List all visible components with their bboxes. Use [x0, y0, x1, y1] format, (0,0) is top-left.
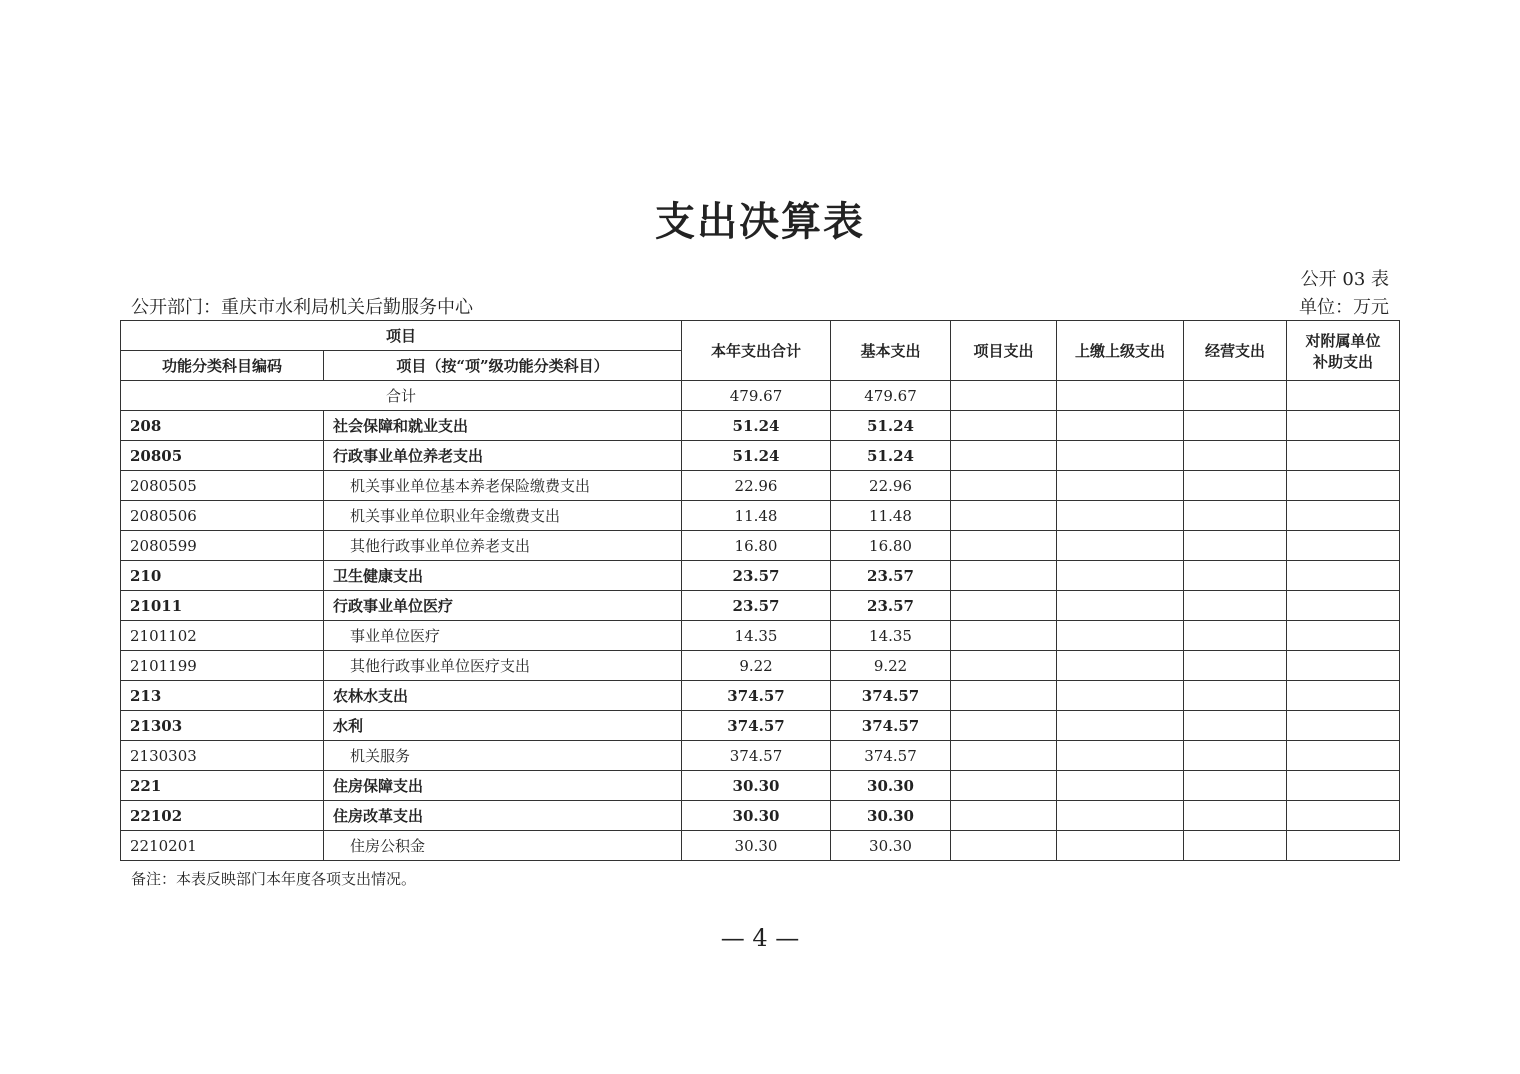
- empty-cell: [1287, 711, 1400, 741]
- empty-cell: [951, 621, 1057, 651]
- empty-cell: [1057, 531, 1184, 561]
- empty-cell: [951, 831, 1057, 861]
- header-subsidy: [1287, 321, 1400, 381]
- table-row: [121, 651, 1400, 681]
- header-basic: 基本支出: [831, 321, 951, 381]
- header-business: 经营支出: [1184, 321, 1287, 381]
- empty-cell: [1287, 531, 1400, 561]
- row-total: 9.22: [682, 651, 831, 681]
- header-total: 本年支出合计: [682, 321, 831, 381]
- row-code: 208: [121, 411, 324, 441]
- empty-cell: [1287, 441, 1400, 471]
- empty-cell: [1287, 741, 1400, 771]
- empty-cell: [951, 741, 1057, 771]
- row-name: 社会保障和就业支出: [324, 411, 682, 441]
- department-label: 公开部门：重庆市水利局机关后勤服务中心: [131, 297, 473, 318]
- row-code: 2210201: [121, 831, 324, 861]
- empty-cell: [1184, 471, 1287, 501]
- row-code: 2080506: [121, 501, 324, 531]
- empty-cell: [1184, 381, 1287, 411]
- row-total: 16.80: [682, 531, 831, 561]
- empty-cell: [1057, 801, 1184, 831]
- row-code: 210: [121, 561, 324, 591]
- empty-cell: [1057, 561, 1184, 591]
- row-name: 农林水支出: [324, 681, 682, 711]
- empty-cell: [951, 711, 1057, 741]
- row-total: 51.24: [682, 411, 831, 441]
- row-total: 51.24: [682, 441, 831, 471]
- empty-cell: [1057, 831, 1184, 861]
- page-title: 支出决算表: [655, 198, 865, 245]
- row-total: 22.96: [682, 471, 831, 501]
- empty-cell: [1184, 621, 1287, 651]
- table-row: [121, 501, 1400, 531]
- table-row: [121, 471, 1400, 501]
- empty-cell: [1057, 591, 1184, 621]
- header-project: 项目支出: [951, 321, 1057, 381]
- header-subsidy-line2: 补助支出: [1313, 352, 1374, 371]
- footnote: 备注：本表反映部门本年度各项支出情况。: [131, 870, 417, 888]
- row-total: 14.35: [682, 621, 831, 651]
- empty-cell: [951, 531, 1057, 561]
- row-code: 213: [121, 681, 324, 711]
- row-name: 机关事业单位职业年金缴费支出: [324, 501, 682, 531]
- row-name: 机关事业单位基本养老保险缴费支出: [324, 471, 682, 501]
- row-code: 2130303: [121, 741, 324, 771]
- row-code: 22102: [121, 801, 324, 831]
- empty-cell: [1057, 501, 1184, 531]
- row-code: 2101102: [121, 621, 324, 651]
- header-subsidy-line1: 对附属单位: [1305, 331, 1381, 350]
- empty-cell: [1184, 831, 1287, 861]
- row-basic: 23.57: [831, 561, 951, 591]
- empty-cell: [1184, 561, 1287, 591]
- row-total: 11.48: [682, 501, 831, 531]
- empty-cell: [1287, 771, 1400, 801]
- table-row: [121, 621, 1400, 651]
- row-total: 30.30: [682, 801, 831, 831]
- row-name: 行政事业单位养老支出: [324, 441, 682, 471]
- empty-cell: [1057, 771, 1184, 801]
- table-row: [121, 711, 1400, 741]
- row-basic: 9.22: [831, 651, 951, 681]
- empty-cell: [1057, 711, 1184, 741]
- empty-cell: [1184, 531, 1287, 561]
- empty-cell: [951, 681, 1057, 711]
- table-row: [121, 561, 1400, 591]
- empty-cell: [1184, 801, 1287, 831]
- row-name: 机关服务: [324, 741, 682, 771]
- empty-cell: [951, 381, 1057, 411]
- empty-cell: [1057, 381, 1184, 411]
- row-code: 2080505: [121, 471, 324, 501]
- empty-cell: [1287, 621, 1400, 651]
- row-basic: 51.24: [831, 441, 951, 471]
- table-row: [121, 831, 1400, 861]
- empty-cell: [1057, 651, 1184, 681]
- row-name: 住房公积金: [324, 831, 682, 861]
- empty-cell: [1287, 471, 1400, 501]
- row-name: 行政事业单位医疗: [324, 591, 682, 621]
- empty-cell: [1184, 411, 1287, 441]
- row-code: 2080599: [121, 531, 324, 561]
- empty-cell: [1057, 441, 1184, 471]
- empty-cell: [951, 651, 1057, 681]
- expenditure-table: [120, 320, 1400, 861]
- empty-cell: [1057, 681, 1184, 711]
- empty-cell: [1184, 441, 1287, 471]
- empty-cell: [951, 411, 1057, 441]
- empty-cell: [951, 501, 1057, 531]
- unit-label: 单位：万元: [1299, 297, 1389, 318]
- row-basic: 374.57: [831, 681, 951, 711]
- empty-cell: [1287, 411, 1400, 441]
- row-code: 21303: [121, 711, 324, 741]
- row-total: 374.57: [682, 711, 831, 741]
- empty-cell: [1057, 411, 1184, 441]
- empty-cell: [1287, 561, 1400, 591]
- row-basic: 16.80: [831, 531, 951, 561]
- header-superior: 上缴上级支出: [1057, 321, 1184, 381]
- empty-cell: [951, 441, 1057, 471]
- empty-cell: [1184, 741, 1287, 771]
- empty-cell: [1287, 651, 1400, 681]
- row-code: 21011: [121, 591, 324, 621]
- row-total: 23.57: [682, 591, 831, 621]
- empty-cell: [1057, 471, 1184, 501]
- empty-cell: [1287, 831, 1400, 861]
- table-body: [121, 381, 1400, 861]
- form-number: 公开 03 表: [1300, 269, 1389, 290]
- row-total: 23.57: [682, 561, 831, 591]
- empty-cell: [951, 591, 1057, 621]
- row-total: 30.30: [682, 771, 831, 801]
- table-row: [121, 591, 1400, 621]
- row-name: 其他行政事业单位医疗支出: [324, 651, 682, 681]
- empty-cell: [1184, 771, 1287, 801]
- row-code: 221: [121, 771, 324, 801]
- row-name: 住房改革支出: [324, 801, 682, 831]
- row-basic: 51.24: [831, 411, 951, 441]
- empty-cell: [1057, 741, 1184, 771]
- row-name: 其他行政事业单位养老支出: [324, 531, 682, 561]
- empty-cell: [1057, 621, 1184, 651]
- empty-cell: [1184, 651, 1287, 681]
- empty-cell: [1184, 501, 1287, 531]
- empty-cell: [1287, 591, 1400, 621]
- row-basic: 30.30: [831, 831, 951, 861]
- row-basic: 11.48: [831, 501, 951, 531]
- row-name: 事业单位医疗: [324, 621, 682, 651]
- row-total: 374.57: [682, 681, 831, 711]
- empty-cell: [951, 771, 1057, 801]
- total-row: [121, 381, 1400, 411]
- table-row: [121, 441, 1400, 471]
- empty-cell: [1184, 591, 1287, 621]
- row-total: 30.30: [682, 831, 831, 861]
- table-row: [121, 411, 1400, 441]
- row-name: 卫生健康支出: [324, 561, 682, 591]
- row-basic: 374.57: [831, 711, 951, 741]
- empty-cell: [1287, 801, 1400, 831]
- table-row: [121, 741, 1400, 771]
- empty-cell: [1184, 711, 1287, 741]
- row-name: 水利: [324, 711, 682, 741]
- page-number: — 4 —: [720, 924, 800, 952]
- total-row-basic: 479.67: [831, 381, 951, 411]
- header-item-group: 项目: [121, 321, 682, 351]
- row-basic: 30.30: [831, 801, 951, 831]
- row-basic: 30.30: [831, 771, 951, 801]
- empty-cell: [1287, 501, 1400, 531]
- empty-cell: [1184, 681, 1287, 711]
- row-code: 20805: [121, 441, 324, 471]
- table-row: [121, 531, 1400, 561]
- empty-cell: [1287, 681, 1400, 711]
- table-row: [121, 801, 1400, 831]
- row-basic: 22.96: [831, 471, 951, 501]
- row-total: 374.57: [682, 741, 831, 771]
- total-row-total: 479.67: [682, 381, 831, 411]
- table-row: [121, 771, 1400, 801]
- total-label: 合计: [121, 381, 682, 411]
- row-basic: 14.35: [831, 621, 951, 651]
- row-name: 住房保障支出: [324, 771, 682, 801]
- row-code: 2101199: [121, 651, 324, 681]
- empty-cell: [951, 801, 1057, 831]
- row-basic: 23.57: [831, 591, 951, 621]
- header-code: 功能分类科目编码: [121, 351, 324, 381]
- header-name: 项目（按“项”级功能分类科目）: [324, 351, 682, 381]
- table-row: [121, 681, 1400, 711]
- empty-cell: [1287, 381, 1400, 411]
- empty-cell: [951, 471, 1057, 501]
- row-basic: 374.57: [831, 741, 951, 771]
- empty-cell: [951, 561, 1057, 591]
